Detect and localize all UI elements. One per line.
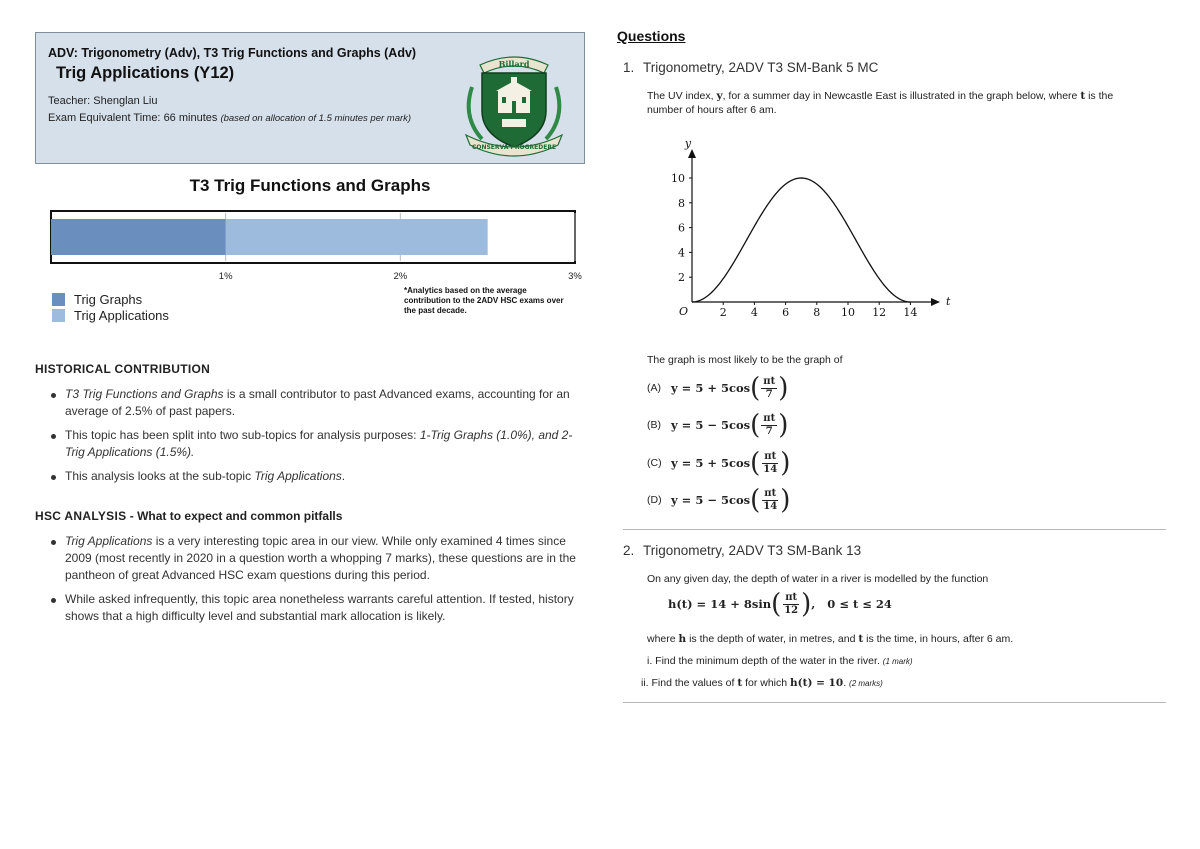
- y-tick-label: 10: [671, 172, 685, 185]
- topic-header-box: [35, 32, 585, 164]
- x-axis-arrow: [931, 298, 940, 306]
- chart-legend: [52, 291, 169, 323]
- option-c[interactable]: (C) y = 5 + 5cos ( $\frac{\pi t}{14}$ ): [647, 447, 791, 479]
- question-2-function: h(t) = 14 + 8sin ( $\frac{\pi t}{12}$ ) , 0 ≤ t ≤ 24: [668, 588, 892, 620]
- y-tick-label: 6: [678, 221, 685, 235]
- list-item: While asked infrequently, this topic area nonetheless warrants careful attention. If tested, history shows that a high difficulty level and substantial mark allocation is likely.: [50, 591, 580, 625]
- legend-swatch-trig-applications: [52, 309, 65, 322]
- x-tick-label: 2%: [393, 271, 408, 282]
- question-1-stem: The UV index, y, for a summer day in Newcastle East is illustrated in the graph below, where t is the number of hours after 6 am.: [647, 90, 1114, 116]
- bar-trig-applications: [226, 219, 488, 255]
- list-item: T3 Trig Functions and Graphs is a small contributor to past Advanced exams, accounting for an average of 2.5% of past papers.: [50, 386, 580, 420]
- question-1-title: 1. Trigonometry, 2ADV T3 SM-Bank 5 MC: [623, 60, 879, 75]
- exam-time-value: 66 minutes: [163, 112, 218, 124]
- analytics-note: *Analytics based on the average contribution to the 2ADV HSC exams over the past decade.: [404, 286, 564, 315]
- legend-item-trig-applications: [52, 307, 169, 323]
- legend-label-trig-graphs: Trig Graphs: [74, 291, 143, 307]
- uv-curve: [692, 178, 910, 302]
- x-tick-label: 3%: [568, 271, 582, 282]
- question-2-intro: On any given day, the depth of water in a river is modelled by the function: [647, 573, 989, 585]
- x-tick-label: 1%: [218, 271, 233, 282]
- y-tick-label: 4: [678, 246, 685, 260]
- origin-label: O: [679, 305, 689, 318]
- x-tick-label: 8: [813, 306, 821, 319]
- legend-swatch-trig-graphs: [52, 293, 65, 306]
- x-tick-label: 10: [841, 306, 855, 319]
- historical-list: [50, 386, 580, 492]
- legend-label-trig-applications: Trig Applications: [74, 307, 169, 323]
- option-d[interactable]: (D) y = 5 − 5cos ( $\frac{\pi t}{14}$ ): [647, 484, 791, 516]
- question-2-part-i: i. Find the minimum depth of the water in the river. (1 mark): [647, 655, 913, 667]
- x-axis-label: t: [946, 295, 951, 308]
- question-2-where: where h is the depth of water, in metres, and t is the time, in hours, after 6 am.: [647, 633, 1014, 645]
- contribution-bar-chart: [35, 204, 585, 286]
- legend-item-trig-graphs: [52, 291, 169, 307]
- school-crest-logo: [458, 47, 570, 157]
- question-1-prompt: The graph is most likely to be the graph of: [647, 354, 843, 366]
- question-divider: [623, 529, 1166, 530]
- x-tick-label: 6: [782, 306, 790, 319]
- crest-motto: CONSERVA PROGREDERE: [471, 144, 557, 151]
- question-divider: [623, 702, 1166, 703]
- x-tick-label: 14: [903, 306, 918, 319]
- list-item: This analysis looks at the sub-topic Trig Applications.: [50, 468, 580, 485]
- topic-subtitle: ADV: Trigonometry (Adv), T3 Trig Functions and Graphs (Adv): [48, 46, 417, 60]
- crest-top-text: Billard: [498, 59, 530, 69]
- questions-heading: Questions: [617, 28, 686, 44]
- uv-index-graph: [670, 135, 955, 320]
- historical-heading: HISTORICAL CONTRIBUTION: [35, 362, 211, 376]
- y-tick-label: 8: [678, 196, 685, 210]
- list-item: Trig Applications is a very interesting topic area in our view. While only examined 4 times since 2009 (most recently in 2020 in a question worth a whopping 7 marks), these questions are in the pantheon of great Advanced HSC exam questions during this period.: [50, 533, 580, 584]
- y-axis-arrow: [688, 149, 696, 158]
- teacher-line: [48, 95, 158, 107]
- question-2-part-ii: ii. Find the values of t for which h(t) = 10. (2 marks): [641, 677, 883, 689]
- topic-title: Trig Applications (Y12): [56, 64, 235, 82]
- exam-time-line: [48, 112, 411, 124]
- exam-time-note: (based on allocation of 1.5 minutes per mark): [220, 113, 412, 124]
- exam-time-label: Exam Equivalent Time:: [48, 112, 161, 124]
- question-2-title: 2. Trigonometry, 2ADV T3 SM-Bank 13: [623, 543, 862, 558]
- option-b[interactable]: (B) y = 5 − 5cos ( $\frac{\pi t}{7}$ ): [647, 409, 789, 441]
- list-item: This topic has been split into two sub-topics for analysis purposes: 1-Trig Graphs (1.0%), and 2-Trig Applications (1.5%).: [50, 427, 580, 461]
- teacher-label: Teacher:: [48, 95, 91, 107]
- y-axis-label: y: [684, 137, 692, 150]
- x-tick-label: 12: [872, 306, 887, 319]
- x-tick-label: 4: [750, 306, 758, 319]
- teacher-name: Shenglan Liu: [93, 95, 158, 107]
- hsc-analysis-heading: HSC ANALYSIS - What to expect and common pitfalls: [35, 509, 343, 523]
- bar-trig-graphs: [51, 219, 226, 255]
- x-tick-label: 2: [719, 306, 727, 319]
- chart-title: T3 Trig Functions and Graphs: [189, 176, 431, 195]
- option-a[interactable]: (A) y = 5 + 5cos ( $\frac{\pi t}{7}$ ): [647, 372, 789, 404]
- y-tick-label: 2: [678, 271, 685, 285]
- hsc-analysis-list: [50, 533, 580, 632]
